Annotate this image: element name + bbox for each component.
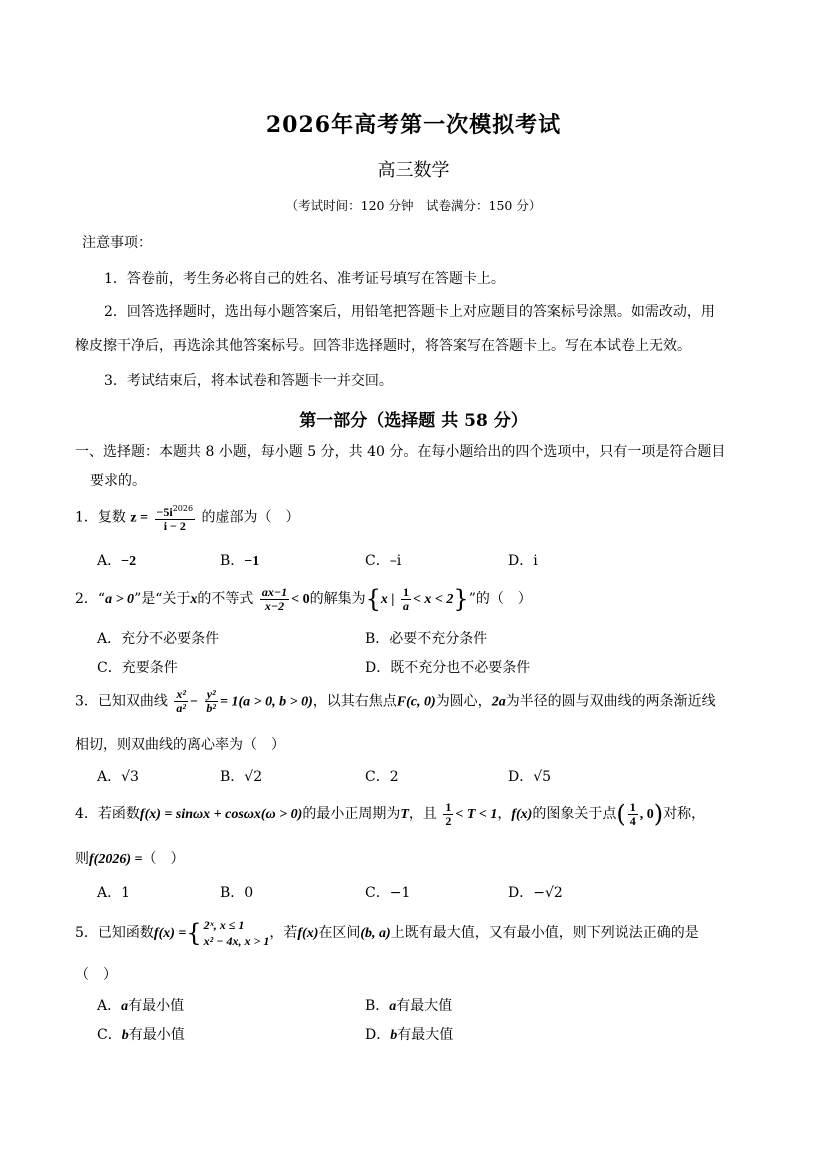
q5-option-a-var: a [121, 999, 129, 1014]
q3-focus: F(c, 0) [396, 694, 436, 710]
q4-point-den: 4 [629, 813, 636, 828]
q4-mid4: 的图象关于点 [532, 806, 617, 822]
q2-set-tail: < x < 2 [412, 592, 454, 607]
q2-set-a: a [402, 598, 409, 613]
q1-numerator: −5i [156, 505, 173, 519]
q4-inequality: < T < 1 [455, 807, 498, 822]
q3-prefix: 3．已知双曲线 [75, 693, 168, 710]
q3-fraction-y [204, 688, 218, 715]
q1-option-a-label: A． [97, 553, 122, 569]
q5-option-a[interactable] [97, 995, 184, 1015]
q2-set-fraction [401, 586, 411, 613]
q1-option-a[interactable] [97, 550, 136, 570]
q1-prefix: 1．复数 [75, 509, 126, 526]
q3-option-c[interactable]: C．2 [365, 769, 399, 785]
q3-minus: − [189, 694, 198, 710]
q2-denominator: x−2 [264, 598, 285, 613]
q5-option-d-text: 有最大值 [397, 1027, 454, 1043]
q4-option-b[interactable]: B．0 [220, 885, 254, 901]
q5-option-a-text: 有最小值 [128, 998, 185, 1014]
q1-option-b-label: B． [220, 553, 245, 569]
q5-option-d-var: b [390, 1028, 398, 1043]
exam-title: 2026年高考第一次模拟考试 [265, 112, 562, 138]
q4-line2-a: 则 [75, 851, 89, 867]
q1-option-b-value: −1 [244, 554, 260, 569]
q2-option-b[interactable]: B．必要不充分条件 [365, 631, 488, 647]
question-5: 5．已知函数f(x) ={ 2ˣ, x ≤ 1 x² − 4x, x > 1 ，若f(x)在区间(b, a)上既有最大值，又有最小值，则下列说法正确的是 [75, 918, 699, 948]
q3-fraction-x [174, 688, 188, 715]
note-3: 3．考试结束后，将本试卷和答题卡一并交回。 [104, 373, 393, 389]
note-1: 1．答卷前，考生务必将自己的姓名、准考证号填写在答题卡上。 [104, 271, 505, 287]
q3-b2: b² [206, 701, 217, 715]
q4-function: f(x) = sinωx + cosωx(ω > 0) [139, 807, 303, 822]
q1-z: z = [130, 510, 149, 526]
q4-T: T [400, 807, 409, 822]
q3-option-a[interactable]: A．√3 [97, 769, 139, 785]
q5-option-b-label: B． [365, 998, 390, 1014]
q2-suffix: ”的（ ） [468, 591, 532, 607]
q2-option-d[interactable]: D．既不充分也不必要条件 [365, 660, 531, 676]
q4-f2026: f(2026) = [89, 852, 143, 867]
q3-x2: x² [176, 687, 186, 701]
q2-option-c[interactable]: C．充要条件 [97, 660, 178, 676]
q5-interval: (b, a) [360, 926, 391, 941]
q3-mid3: 为半径的圆与双曲线的两条渐近线 [505, 693, 716, 710]
q4-line2-b: （ ） [142, 851, 185, 867]
q2-set-one: 1 [402, 584, 409, 599]
q2-mid1: ”是“关于 [134, 591, 191, 607]
q5-function: f(x) = [153, 926, 187, 941]
q5-option-c-text: 有最小值 [128, 1027, 185, 1043]
q1-suffix: 的虚部为（ ） [201, 509, 300, 526]
q5-line2: （ ） [75, 967, 117, 983]
section-instruction-b: 要求的。 [90, 473, 146, 489]
q5-option-a-label: A． [97, 998, 122, 1014]
q4-point-num: 1 [629, 799, 636, 814]
section-instruction-a: 一、选择题：本题共 8 小题，每小题 5 分，共 40 分。在每小题给出的四个选项中，只有一项是符合题目 [75, 444, 726, 460]
q3-radius: 2a [491, 694, 506, 710]
q1-option-d[interactable]: D．i [508, 553, 538, 569]
q5-option-b-text: 有最大值 [396, 998, 453, 1014]
q4-point-fraction [628, 801, 638, 828]
note-2a: 2．回答选择题时，选出每小题答案后，用铅笔把答题卡上对应题目的答案标号涂黑。如需改动，用 [104, 304, 715, 320]
q4-fx2: f(x) [511, 807, 533, 822]
q3-a2: a² [176, 701, 186, 715]
q4-half [443, 801, 453, 828]
q5-case-2: x² − 4x, x > 1 [203, 934, 270, 948]
q4-line2 [75, 848, 184, 868]
q5-mid1: ，若 [269, 925, 298, 941]
q1-option-c[interactable]: C．–i [365, 553, 402, 569]
q4-half-den: 2 [445, 813, 452, 828]
q5-prefix: 5．已知函数 [75, 925, 154, 941]
q4-suffix: 对称， [663, 806, 706, 822]
q5-option-b[interactable] [365, 995, 452, 1015]
q5-mid3: 上既有最大值，又有最小值，则下列说法正确的是 [390, 925, 699, 941]
note-2b: 橡皮擦干净后，再选涂其他答案标号。回答非选择题时，将答案写在答题卡上。写在本试卷上无效。 [75, 338, 691, 354]
notes-heading: 注意事项： [82, 235, 152, 251]
q5-fx2: f(x) [297, 926, 319, 941]
q4-option-d[interactable]: D．−√2 [508, 885, 563, 901]
q2-condition: a > 0 [105, 592, 135, 607]
q2-set-x: x | [380, 592, 395, 607]
q4-mid2: ，且 [408, 806, 437, 822]
q4-mid3: ， [497, 806, 512, 822]
q3-option-d[interactable]: D．√5 [508, 769, 552, 785]
q3-equation: = 1(a > 0, b > 0) [220, 694, 313, 710]
question-4: 4．若函数f(x) = sinωx + cosωx(ω > 0)的最小正周期为T，且 $\frac{1}{2}$ < T < 1，f(x)的图象关于点( $\frac{1}{4}$ , 0)对称， [75, 799, 706, 828]
q4-point-tail: , 0 [639, 807, 654, 822]
q5-option-c-label: C． [97, 1027, 122, 1043]
q3-line2: 相切，则双曲线的离心率为（ ） [75, 737, 285, 753]
q2-fraction [260, 586, 289, 613]
q2-prefix: 2．“ [75, 591, 106, 607]
q2-mid3: 的解集为 [309, 591, 366, 607]
q5-option-d-label: D． [365, 1027, 391, 1043]
q2-numerator: ax−1 [261, 584, 288, 599]
q4-half-num: 1 [445, 799, 452, 814]
q5-cases [204, 917, 270, 949]
q5-case-1: 2ˣ, x ≤ 1 [203, 918, 245, 932]
question-3 [75, 688, 716, 715]
q1-option-b[interactable] [220, 550, 259, 570]
q1-fraction [155, 502, 196, 533]
q5-option-c[interactable] [97, 1024, 185, 1044]
q2-mid2: 的不等式 [197, 591, 254, 607]
q3-mid2: 为圆心， [435, 693, 492, 710]
q1-exponent: 2026 [172, 504, 194, 513]
q1-option-a-value: −2 [121, 554, 137, 569]
exam-subject: 高三数学 [377, 160, 450, 181]
q4-mid1: 的最小正周期为 [302, 806, 401, 822]
q3-option-b[interactable]: B．√2 [220, 769, 263, 785]
q2-variable: x [190, 592, 198, 607]
q2-option-a[interactable]: A．充分不必要条件 [97, 631, 220, 647]
q5-option-c-var: b [121, 1028, 129, 1043]
q1-denominator: i − 2 [163, 519, 186, 533]
exam-time-info: （考试时间：120 分钟 试卷满分：150 分） [285, 198, 542, 213]
q5-option-d[interactable] [365, 1024, 453, 1044]
question-1 [75, 502, 300, 533]
q2-lt0: < 0 [291, 592, 310, 607]
q3-mid1: ，以其右焦点 [312, 693, 397, 710]
q5-mid2: 在区间 [318, 925, 361, 941]
q4-option-a[interactable]: A．1 [97, 885, 131, 901]
q3-y2: y² [206, 687, 216, 701]
q4-prefix: 4．若函数 [75, 806, 140, 822]
section-title: 第一部分（选择题 共 58 分） [299, 411, 528, 431]
q4-option-c[interactable]: C．−1 [365, 885, 411, 901]
q5-option-b-var: a [389, 999, 397, 1014]
question-2: 2．“a > 0”是“关于x的不等式 $\frac{ax-1}{x-2}$ < 0的解集为{x | $\frac{1}{a}$ < x < 2}”的（ ） [75, 584, 532, 613]
